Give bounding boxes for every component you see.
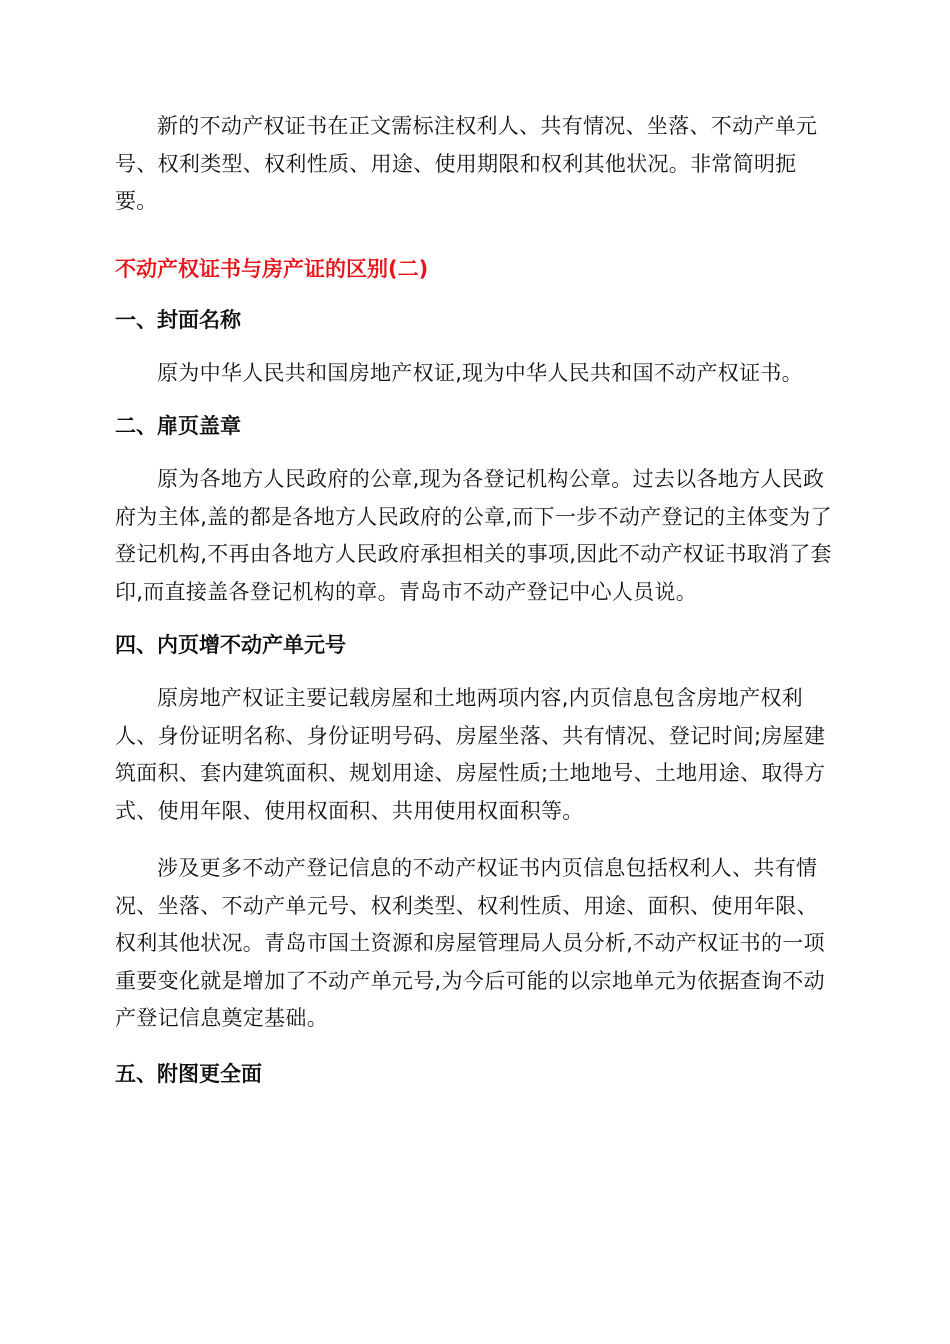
paragraph-unit-number-1: 原房地产权证主要记载房屋和土地两项内容,内页信息包含房地产权利人、身份证明名称、身份证明号码、房屋坐落、共有情况、登记时间;房屋建筑面积、套内建筑面积、规划用途、房屋性质;土地地号、土地用途、取得方式、使用年限、使用权面积、共用使用权面积等。 xyxy=(115,686,826,823)
paragraph-cover-name: 原为中华人民共和国房地产权证,现为中华人民共和国不动产权证书。 xyxy=(157,360,803,385)
section-title: 不动产权证书与房产证的区别(二) xyxy=(115,256,429,281)
heading-cover-name: 一、封面名称 xyxy=(115,307,241,332)
paragraph-title-page-seal: 原为各地方人民政府的公章,现为各登记机构公章。过去以各地方人民政府为主体,盖的都是各地方人民政府的公章,而下一步不动产登记的主体变为了登记机构,不再由各地方人民政府承担相关的事项,因此不动产权证书取消了套印,而直接盖各登记机构的章。青岛市不动产登记中心人员说。 xyxy=(115,467,832,604)
heading-title-page-seal: 二、扉页盖章 xyxy=(115,414,241,438)
paragraph-unit-number-2: 涉及更多不动产登记信息的不动产权证书内页信息包括权利人、共有情况、坐落、不动产单元号、权利类型、权利性质、用途、面积、使用年限、权利其他状况。青岛市国土资源和房屋管理局人员分析,不动产权证书的一项重要变化就是增加了不动产单元号,为今后可能的以宗地单元为依据查询不动产登记信息奠定基础。 xyxy=(115,856,825,1030)
heading-attached-maps: 五、附图更全面 xyxy=(115,1061,262,1086)
intro-paragraph: 新的不动产权证书在正文需标注权利人、共有情况、坐落、不动产单元号、权利类型、权利性质、用途、使用期限和权利其他状况。非常简明扼要。 xyxy=(115,114,818,213)
document-body xyxy=(115,108,835,1093)
heading-unit-number: 四、内页增不动产单元号 xyxy=(115,633,346,657)
